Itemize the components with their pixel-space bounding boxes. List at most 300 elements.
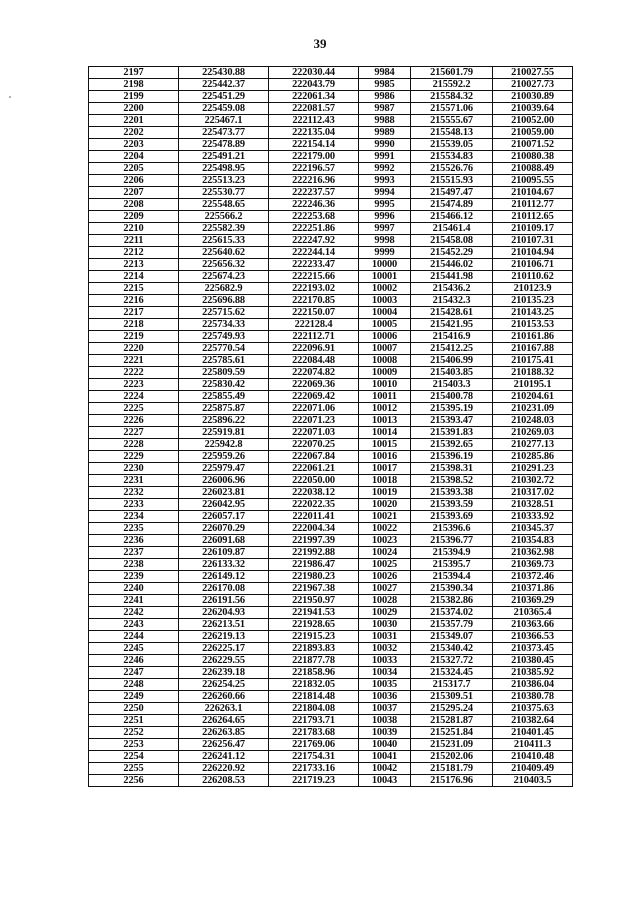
point-number-a-cell: 2238 (89, 559, 179, 571)
point-number-b-cell: 9990 (359, 139, 411, 151)
point-number-a-cell: 2249 (89, 691, 179, 703)
x-coordinate-b-cell: 215398.52 (411, 475, 493, 487)
x-coordinate-a-cell: 225615.33 (179, 235, 269, 247)
y-coordinate-a-cell: 221967.38 (269, 583, 359, 595)
x-coordinate-b-cell: 215526.76 (411, 163, 493, 175)
x-coordinate-b-cell: 215393.69 (411, 511, 493, 523)
point-number-a-cell: 2246 (89, 655, 179, 667)
table-row (89, 355, 573, 367)
y-coordinate-b-cell: 210411.3 (493, 739, 573, 751)
table-row (89, 127, 573, 139)
point-number-a-cell: 2244 (89, 631, 179, 643)
x-coordinate-a-cell: 226219.13 (179, 631, 269, 643)
x-coordinate-a-cell: 226263.1 (179, 703, 269, 715)
table-row (89, 343, 573, 355)
y-coordinate-a-cell: 222112.43 (269, 115, 359, 127)
y-coordinate-a-cell: 222216.96 (269, 175, 359, 187)
table-row (89, 391, 573, 403)
x-coordinate-b-cell: 215395.7 (411, 559, 493, 571)
y-coordinate-a-cell: 222135.04 (269, 127, 359, 139)
x-coordinate-b-cell: 215392.65 (411, 439, 493, 451)
x-coordinate-b-cell: 215202.06 (411, 751, 493, 763)
point-number-a-cell: 2231 (89, 475, 179, 487)
table-row (89, 151, 573, 163)
x-coordinate-a-cell: 225875.87 (179, 403, 269, 415)
y-coordinate-a-cell: 221719.23 (269, 775, 359, 787)
x-coordinate-b-cell: 215181.79 (411, 763, 493, 775)
y-coordinate-a-cell: 221804.08 (269, 703, 359, 715)
y-coordinate-a-cell: 222074.82 (269, 367, 359, 379)
x-coordinate-b-cell: 215474.89 (411, 199, 493, 211)
x-coordinate-a-cell: 225473.77 (179, 127, 269, 139)
y-coordinate-a-cell: 222251.86 (269, 223, 359, 235)
point-number-b-cell: 10038 (359, 715, 411, 727)
point-number-a-cell: 2223 (89, 379, 179, 391)
x-coordinate-b-cell: 215231.09 (411, 739, 493, 751)
point-number-a-cell: 2255 (89, 763, 179, 775)
point-number-a-cell: 2201 (89, 115, 179, 127)
x-coordinate-b-cell: 215390.34 (411, 583, 493, 595)
y-coordinate-b-cell: 210369.73 (493, 559, 573, 571)
y-coordinate-b-cell: 210365.4 (493, 607, 573, 619)
y-coordinate-a-cell: 222043.79 (269, 79, 359, 91)
y-coordinate-a-cell: 221941.53 (269, 607, 359, 619)
point-number-a-cell: 2239 (89, 571, 179, 583)
table-row (89, 451, 573, 463)
x-coordinate-a-cell: 226006.96 (179, 475, 269, 487)
page-number: 39 (313, 36, 327, 51)
x-coordinate-a-cell: 226256.47 (179, 739, 269, 751)
y-coordinate-a-cell: 221997.39 (269, 535, 359, 547)
point-number-a-cell: 2197 (89, 67, 179, 79)
point-number-a-cell: 2205 (89, 163, 179, 175)
y-coordinate-b-cell: 210277.13 (493, 439, 573, 451)
x-coordinate-b-cell: 215406.99 (411, 355, 493, 367)
x-coordinate-a-cell: 226264.65 (179, 715, 269, 727)
x-coordinate-b-cell: 215393.59 (411, 499, 493, 511)
y-coordinate-b-cell: 210369.29 (493, 595, 573, 607)
y-coordinate-a-cell: 221928.65 (269, 619, 359, 631)
point-number-b-cell: 9993 (359, 175, 411, 187)
table-row (89, 703, 573, 715)
y-coordinate-a-cell: 222069.36 (269, 379, 359, 391)
x-coordinate-b-cell: 215176.96 (411, 775, 493, 787)
x-coordinate-a-cell: 226149.12 (179, 571, 269, 583)
point-number-b-cell: 9999 (359, 247, 411, 259)
point-number-a-cell: 2206 (89, 175, 179, 187)
y-coordinate-b-cell: 210107.31 (493, 235, 573, 247)
table-row (89, 667, 573, 679)
point-number-a-cell: 2208 (89, 199, 179, 211)
x-coordinate-b-cell: 215394.9 (411, 547, 493, 559)
table-row (89, 187, 573, 199)
y-coordinate-a-cell: 222050.00 (269, 475, 359, 487)
point-number-a-cell: 2248 (89, 679, 179, 691)
point-number-b-cell: 10026 (359, 571, 411, 583)
y-coordinate-b-cell: 210071.52 (493, 139, 573, 151)
y-coordinate-a-cell: 222215.66 (269, 271, 359, 283)
x-coordinate-b-cell: 215571.06 (411, 103, 493, 115)
y-coordinate-a-cell: 222128.4 (269, 319, 359, 331)
x-coordinate-a-cell: 226220.92 (179, 763, 269, 775)
table-row (89, 235, 573, 247)
point-number-b-cell: 10033 (359, 655, 411, 667)
point-number-b-cell: 10016 (359, 451, 411, 463)
table-row (89, 631, 573, 643)
x-coordinate-b-cell: 215324.45 (411, 667, 493, 679)
point-number-a-cell: 2225 (89, 403, 179, 415)
y-coordinate-b-cell: 210317.02 (493, 487, 573, 499)
y-coordinate-a-cell: 221783.68 (269, 727, 359, 739)
x-coordinate-a-cell: 225770.54 (179, 343, 269, 355)
x-coordinate-b-cell: 215382.86 (411, 595, 493, 607)
y-coordinate-b-cell: 210285.86 (493, 451, 573, 463)
y-coordinate-b-cell: 210401.45 (493, 727, 573, 739)
table-row (89, 775, 573, 787)
point-number-b-cell: 10003 (359, 295, 411, 307)
y-coordinate-a-cell: 222030.44 (269, 67, 359, 79)
table-row (89, 727, 573, 739)
point-number-b-cell: 9986 (359, 91, 411, 103)
table-row (89, 751, 573, 763)
table-row (89, 223, 573, 235)
x-coordinate-a-cell: 226260.66 (179, 691, 269, 703)
point-number-b-cell: 10034 (359, 667, 411, 679)
x-coordinate-a-cell: 225959.26 (179, 451, 269, 463)
point-number-b-cell: 10030 (359, 619, 411, 631)
y-coordinate-b-cell: 210112.77 (493, 199, 573, 211)
y-coordinate-a-cell: 222193.02 (269, 283, 359, 295)
point-number-a-cell: 2236 (89, 535, 179, 547)
x-coordinate-a-cell: 225674.23 (179, 271, 269, 283)
y-coordinate-b-cell: 210052.00 (493, 115, 573, 127)
point-number-a-cell: 2220 (89, 343, 179, 355)
x-coordinate-a-cell: 225830.42 (179, 379, 269, 391)
x-coordinate-a-cell: 226170.08 (179, 583, 269, 595)
point-number-a-cell: 2199 (89, 91, 179, 103)
x-coordinate-b-cell: 215281.87 (411, 715, 493, 727)
point-number-b-cell: 9984 (359, 67, 411, 79)
x-coordinate-b-cell: 215548.13 (411, 127, 493, 139)
x-coordinate-b-cell: 215428.61 (411, 307, 493, 319)
x-coordinate-a-cell: 225855.49 (179, 391, 269, 403)
x-coordinate-a-cell: 226225.17 (179, 643, 269, 655)
x-coordinate-b-cell: 215461.4 (411, 223, 493, 235)
x-coordinate-a-cell: 226070.29 (179, 523, 269, 535)
y-coordinate-b-cell: 210175.41 (493, 355, 573, 367)
table-row (89, 535, 573, 547)
y-coordinate-b-cell: 210095.55 (493, 175, 573, 187)
table-row (89, 271, 573, 283)
point-number-a-cell: 2210 (89, 223, 179, 235)
y-coordinate-a-cell: 221769.06 (269, 739, 359, 751)
x-coordinate-b-cell: 215432.3 (411, 295, 493, 307)
x-coordinate-a-cell: 225734.33 (179, 319, 269, 331)
x-coordinate-b-cell: 215327.72 (411, 655, 493, 667)
x-coordinate-a-cell: 225442.37 (179, 79, 269, 91)
point-number-b-cell: 10043 (359, 775, 411, 787)
point-number-b-cell: 10024 (359, 547, 411, 559)
y-coordinate-a-cell: 222067.84 (269, 451, 359, 463)
table-row (89, 643, 573, 655)
x-coordinate-a-cell: 225696.88 (179, 295, 269, 307)
y-coordinate-b-cell: 210106.71 (493, 259, 573, 271)
x-coordinate-b-cell: 215592.2 (411, 79, 493, 91)
point-number-b-cell: 10022 (359, 523, 411, 535)
x-coordinate-b-cell: 215452.29 (411, 247, 493, 259)
x-coordinate-b-cell: 215393.47 (411, 415, 493, 427)
point-number-b-cell: 10040 (359, 739, 411, 751)
point-number-b-cell: 10005 (359, 319, 411, 331)
point-number-a-cell: 2214 (89, 271, 179, 283)
point-number-a-cell: 2198 (89, 79, 179, 91)
y-coordinate-b-cell: 210372.46 (493, 571, 573, 583)
table-row (89, 319, 573, 331)
point-number-a-cell: 2226 (89, 415, 179, 427)
y-coordinate-a-cell: 222084.48 (269, 355, 359, 367)
point-number-a-cell: 2200 (89, 103, 179, 115)
point-number-b-cell: 10028 (359, 595, 411, 607)
point-number-a-cell: 2222 (89, 367, 179, 379)
y-coordinate-b-cell: 210409.49 (493, 763, 573, 775)
x-coordinate-a-cell: 225498.95 (179, 163, 269, 175)
y-coordinate-a-cell: 222070.25 (269, 439, 359, 451)
x-coordinate-b-cell: 215466.12 (411, 211, 493, 223)
point-number-a-cell: 2215 (89, 283, 179, 295)
x-coordinate-b-cell: 215584.32 (411, 91, 493, 103)
y-coordinate-a-cell: 221893.83 (269, 643, 359, 655)
point-number-b-cell: 9992 (359, 163, 411, 175)
x-coordinate-a-cell: 226208.53 (179, 775, 269, 787)
point-number-b-cell: 10010 (359, 379, 411, 391)
y-coordinate-b-cell: 210204.61 (493, 391, 573, 403)
y-coordinate-b-cell: 210027.73 (493, 79, 573, 91)
table-row (89, 175, 573, 187)
table-row (89, 331, 573, 343)
x-coordinate-b-cell: 215391.83 (411, 427, 493, 439)
point-number-b-cell: 10027 (359, 583, 411, 595)
point-number-a-cell: 2237 (89, 547, 179, 559)
x-coordinate-a-cell: 225478.89 (179, 139, 269, 151)
point-number-b-cell: 9995 (359, 199, 411, 211)
point-number-b-cell: 10002 (359, 283, 411, 295)
y-coordinate-b-cell: 210328.51 (493, 499, 573, 511)
y-coordinate-b-cell: 210363.66 (493, 619, 573, 631)
x-coordinate-b-cell: 215458.08 (411, 235, 493, 247)
point-number-a-cell: 2228 (89, 439, 179, 451)
point-number-b-cell: 10012 (359, 403, 411, 415)
x-coordinate-a-cell: 226057.17 (179, 511, 269, 523)
point-number-b-cell: 9997 (359, 223, 411, 235)
x-coordinate-a-cell: 226229.55 (179, 655, 269, 667)
x-coordinate-a-cell: 226023.81 (179, 487, 269, 499)
point-number-b-cell: 10009 (359, 367, 411, 379)
point-number-b-cell: 9988 (359, 115, 411, 127)
y-coordinate-b-cell: 210135.23 (493, 295, 573, 307)
x-coordinate-a-cell: 226204.93 (179, 607, 269, 619)
table-row (89, 499, 573, 511)
table-row (89, 715, 573, 727)
x-coordinate-a-cell: 226133.32 (179, 559, 269, 571)
x-coordinate-b-cell: 215395.19 (411, 403, 493, 415)
x-coordinate-b-cell: 215317.7 (411, 679, 493, 691)
x-coordinate-a-cell: 226263.85 (179, 727, 269, 739)
point-number-b-cell: 10041 (359, 751, 411, 763)
x-coordinate-a-cell: 225467.1 (179, 115, 269, 127)
table-row (89, 427, 573, 439)
x-coordinate-b-cell: 215396.19 (411, 451, 493, 463)
table-row (89, 379, 573, 391)
point-number-b-cell: 10014 (359, 427, 411, 439)
x-coordinate-a-cell: 226241.12 (179, 751, 269, 763)
table-row (89, 163, 573, 175)
x-coordinate-a-cell: 225785.61 (179, 355, 269, 367)
y-coordinate-b-cell: 210362.98 (493, 547, 573, 559)
point-number-a-cell: 2204 (89, 151, 179, 163)
y-coordinate-a-cell: 222247.92 (269, 235, 359, 247)
y-coordinate-b-cell: 210188.32 (493, 367, 573, 379)
y-coordinate-a-cell: 222233.47 (269, 259, 359, 271)
table-row (89, 523, 573, 535)
x-coordinate-a-cell: 225459.08 (179, 103, 269, 115)
x-coordinate-a-cell: 225640.62 (179, 247, 269, 259)
x-coordinate-a-cell: 225979.47 (179, 463, 269, 475)
point-number-b-cell: 9998 (359, 235, 411, 247)
y-coordinate-a-cell: 222011.41 (269, 511, 359, 523)
point-number-a-cell: 2202 (89, 127, 179, 139)
table-row (89, 259, 573, 271)
y-coordinate-b-cell: 210373.45 (493, 643, 573, 655)
y-coordinate-b-cell: 210059.00 (493, 127, 573, 139)
point-number-b-cell: 10029 (359, 607, 411, 619)
x-coordinate-a-cell: 226042.95 (179, 499, 269, 511)
x-coordinate-b-cell: 215400.78 (411, 391, 493, 403)
y-coordinate-a-cell: 221733.16 (269, 763, 359, 775)
y-coordinate-a-cell: 221980.23 (269, 571, 359, 583)
point-number-a-cell: 2252 (89, 727, 179, 739)
table-row (89, 91, 573, 103)
x-coordinate-a-cell: 225809.59 (179, 367, 269, 379)
point-number-a-cell: 2256 (89, 775, 179, 787)
x-coordinate-b-cell: 215412.25 (411, 343, 493, 355)
y-coordinate-b-cell: 210231.09 (493, 403, 573, 415)
x-coordinate-a-cell: 226091.68 (179, 535, 269, 547)
point-number-a-cell: 2217 (89, 307, 179, 319)
y-coordinate-a-cell: 222081.57 (269, 103, 359, 115)
point-number-b-cell: 9994 (359, 187, 411, 199)
y-coordinate-a-cell: 221986.47 (269, 559, 359, 571)
y-coordinate-b-cell: 210345.37 (493, 523, 573, 535)
point-number-a-cell: 2235 (89, 523, 179, 535)
y-coordinate-a-cell: 222112.71 (269, 331, 359, 343)
x-coordinate-a-cell: 225656.32 (179, 259, 269, 271)
point-number-b-cell: 10001 (359, 271, 411, 283)
point-number-b-cell: 10032 (359, 643, 411, 655)
point-number-b-cell: 9996 (359, 211, 411, 223)
point-number-b-cell: 10015 (359, 439, 411, 451)
point-number-a-cell: 2241 (89, 595, 179, 607)
y-coordinate-b-cell: 210123.9 (493, 283, 573, 295)
y-coordinate-a-cell: 222061.34 (269, 91, 359, 103)
table-row (89, 139, 573, 151)
y-coordinate-b-cell: 210403.5 (493, 775, 573, 787)
point-number-b-cell: 10007 (359, 343, 411, 355)
y-coordinate-a-cell: 221754.31 (269, 751, 359, 763)
x-coordinate-a-cell: 226213.51 (179, 619, 269, 631)
x-coordinate-a-cell: 225430.88 (179, 67, 269, 79)
y-coordinate-a-cell: 222237.57 (269, 187, 359, 199)
y-coordinate-b-cell: 210195.1 (493, 379, 573, 391)
table-row (89, 571, 573, 583)
x-coordinate-a-cell: 225749.93 (179, 331, 269, 343)
point-number-b-cell: 10008 (359, 355, 411, 367)
point-number-b-cell: 10039 (359, 727, 411, 739)
x-coordinate-a-cell: 225919.81 (179, 427, 269, 439)
table-row (89, 295, 573, 307)
point-number-a-cell: 2209 (89, 211, 179, 223)
point-number-a-cell: 2242 (89, 607, 179, 619)
y-coordinate-b-cell: 210333.92 (493, 511, 573, 523)
x-coordinate-b-cell: 215539.05 (411, 139, 493, 151)
point-number-b-cell: 10036 (359, 691, 411, 703)
x-coordinate-b-cell: 215340.42 (411, 643, 493, 655)
table-row (89, 115, 573, 127)
point-number-b-cell: 9987 (359, 103, 411, 115)
point-number-a-cell: 2227 (89, 427, 179, 439)
x-coordinate-a-cell: 226254.25 (179, 679, 269, 691)
y-coordinate-a-cell: 222246.36 (269, 199, 359, 211)
y-coordinate-a-cell: 222170.85 (269, 295, 359, 307)
y-coordinate-b-cell: 210386.04 (493, 679, 573, 691)
point-number-a-cell: 2219 (89, 331, 179, 343)
table-row (89, 211, 573, 223)
x-coordinate-a-cell: 225715.62 (179, 307, 269, 319)
y-coordinate-a-cell: 222244.14 (269, 247, 359, 259)
y-coordinate-b-cell: 210354.83 (493, 535, 573, 547)
y-coordinate-a-cell: 222196.57 (269, 163, 359, 175)
x-coordinate-b-cell: 215394.4 (411, 571, 493, 583)
table-row (89, 403, 573, 415)
y-coordinate-a-cell: 222071.03 (269, 427, 359, 439)
x-coordinate-b-cell: 215534.83 (411, 151, 493, 163)
point-number-b-cell: 10035 (359, 679, 411, 691)
table-row (89, 199, 573, 211)
x-coordinate-b-cell: 215555.67 (411, 115, 493, 127)
y-coordinate-b-cell: 210161.86 (493, 331, 573, 343)
x-coordinate-b-cell: 215309.51 (411, 691, 493, 703)
point-number-a-cell: 2253 (89, 739, 179, 751)
table-row (89, 487, 573, 499)
y-coordinate-b-cell: 210143.25 (493, 307, 573, 319)
x-coordinate-b-cell: 215436.2 (411, 283, 493, 295)
table-row (89, 739, 573, 751)
y-coordinate-a-cell: 222022.35 (269, 499, 359, 511)
point-number-a-cell: 2216 (89, 295, 179, 307)
x-coordinate-a-cell: 225942.8 (179, 439, 269, 451)
y-coordinate-b-cell: 210088.49 (493, 163, 573, 175)
x-coordinate-a-cell: 225896.22 (179, 415, 269, 427)
x-coordinate-a-cell: 225530.77 (179, 187, 269, 199)
table-row (89, 67, 573, 79)
table-row (89, 583, 573, 595)
point-number-a-cell: 2230 (89, 463, 179, 475)
x-coordinate-a-cell: 225682.9 (179, 283, 269, 295)
y-coordinate-a-cell: 221814.48 (269, 691, 359, 703)
y-coordinate-a-cell: 221915.23 (269, 631, 359, 643)
y-coordinate-b-cell: 210110.62 (493, 271, 573, 283)
point-number-a-cell: 2229 (89, 451, 179, 463)
y-coordinate-b-cell: 210167.88 (493, 343, 573, 355)
